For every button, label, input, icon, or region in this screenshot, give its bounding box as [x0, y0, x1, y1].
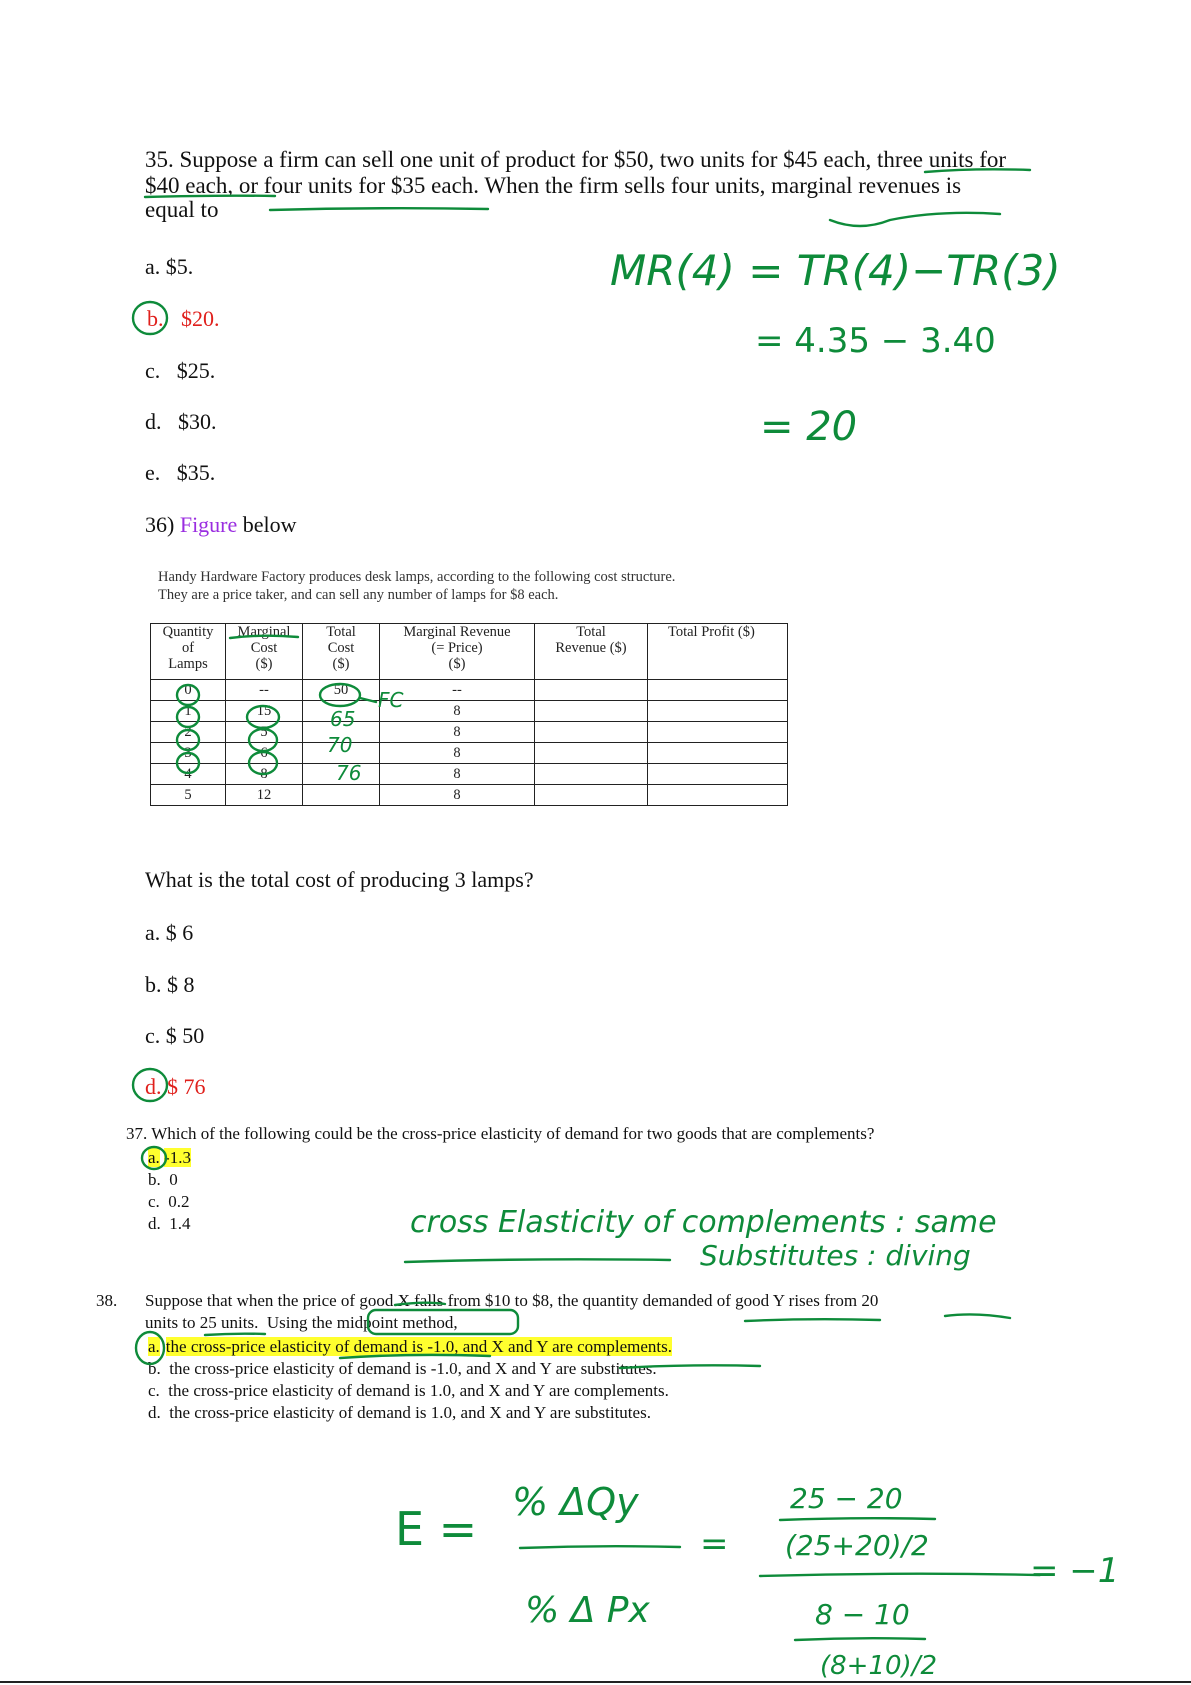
q37-answer-circle	[142, 1147, 166, 1169]
table-cell: 4	[151, 764, 226, 785]
header-marginal-revenue: Marginal Revenue (= Price) ($)	[380, 624, 535, 680]
hw-frac-bot-2: (8+10)/2	[820, 1651, 937, 1681]
hw-frac-top-1: 25 − 20	[790, 1482, 903, 1515]
q37-option-b: b. 0	[148, 1170, 178, 1189]
q37-option-c: c. 0.2	[148, 1192, 190, 1211]
q35-option-d: d. $30.	[145, 409, 217, 434]
table-cell: 2	[151, 722, 226, 743]
q38-option-a-text: the cross-price elasticity of demand is -1.0, and X and Y are complements.	[165, 1337, 673, 1356]
q38-option-d: d. the cross-price elasticity of demand is 1.0, and X and Y are substitutes.	[148, 1403, 651, 1422]
circle-mc-5	[249, 729, 277, 751]
q35-line2: $40 each, or four units for $35 each. When the firm sells four units, marginal revenues is	[145, 173, 962, 198]
q36-option-a: a. $ 6	[145, 920, 194, 945]
q38-line1: Suppose that when the price of good X falls from $10 to $8, the quantity demanded of good Y rises from 20	[145, 1291, 879, 1310]
hw-fc: FC	[378, 688, 404, 712]
q36-lead-number: 36)	[145, 512, 175, 537]
hw-frac-top-2: (25+20)/2	[785, 1529, 929, 1562]
q38-option-c: c. the cross-price elasticity of demand is 1.0, and X and Y are complements.	[148, 1381, 669, 1400]
table-cell: 5	[226, 722, 303, 743]
table-cell: 8	[380, 785, 535, 806]
hw-formula-eq: =	[700, 1524, 729, 1564]
q35-option-b-letter: b.	[147, 306, 164, 331]
q38-underline-rises	[945, 1314, 1010, 1318]
table-cell: 0	[151, 680, 226, 701]
q36-question: What is the total cost of producing 3 lamps?	[145, 867, 534, 892]
hw-tc-65: 65	[330, 707, 356, 731]
circle-qty-0	[177, 685, 199, 705]
table-cell: --	[226, 680, 303, 701]
q38-line2: units to 25 units. Using the midpoint method,	[145, 1313, 458, 1332]
hw-formula-den: % Δ Px	[525, 1590, 650, 1631]
q37-option-a-value: -1.3	[164, 1148, 191, 1167]
header-total-cost: Total Cost ($)	[303, 624, 380, 680]
table-cell: --	[380, 680, 535, 701]
hw-mr-line3: = 20	[760, 404, 858, 450]
q35-line1: 35. Suppose a firm can sell one unit of product for $50, two units for $45 each, three units for	[145, 147, 1007, 172]
q35-underline-three-units	[925, 169, 1030, 172]
figure-caption-line2: They are a price taker, and can sell any number of lamps for $8 each.	[158, 587, 559, 603]
table-cell: 5	[151, 785, 226, 806]
table-cell: 1	[151, 701, 226, 722]
q38-underline-demand-is	[340, 1355, 490, 1358]
q36-option-b: b. $ 8	[145, 972, 195, 997]
q35-option-a: a. $5.	[145, 254, 194, 279]
hw-cross-line1: cross Elasticity of complements : same	[410, 1205, 997, 1240]
header-marginal-cost: Marginal Cost ($)	[226, 624, 303, 680]
q38-answer-circle	[136, 1332, 164, 1364]
fc-dash	[360, 698, 376, 702]
q36-lead-rest: below	[242, 512, 297, 537]
q36-option-d: d. $ 76	[145, 1074, 206, 1099]
hw-mr-line2: = 4.35 − 3.40	[755, 321, 996, 361]
q38-underline-25-units	[205, 1334, 265, 1335]
header-total-profit: Total Profit ($)	[648, 624, 788, 680]
circle-qty-3	[177, 753, 199, 773]
circle-qty-1	[177, 707, 199, 727]
circle-mc-15	[247, 706, 279, 728]
table-cell: 8	[380, 743, 535, 764]
q37-option-a-letter: a.	[148, 1148, 160, 1167]
frac-main-line	[760, 1574, 1040, 1576]
hw-tc-76: 76	[336, 761, 362, 785]
q38-underline-quantity	[745, 1319, 880, 1321]
q38-number: 38.	[96, 1291, 118, 1310]
table-cell: 8	[380, 722, 535, 743]
table-cell: 15	[226, 701, 303, 722]
table-cell: 8	[380, 701, 535, 722]
q35-underline-revenues	[830, 213, 1000, 226]
q35-underline-40-each	[145, 196, 275, 197]
q35-option-c: c. $25.	[145, 358, 216, 383]
q35-underline-four-units	[270, 208, 488, 210]
q38-underline-complements	[620, 1365, 760, 1368]
q36-option-c: c. $ 50	[145, 1023, 205, 1048]
frac-top-line	[780, 1518, 935, 1520]
table-cell: 3	[151, 743, 226, 764]
hw-formula-lhs: E =	[395, 1502, 478, 1556]
q37-option-d: d. 1.4	[148, 1214, 191, 1233]
page-bottom-rule	[0, 1681, 1191, 1683]
figure-link[interactable]: Figure	[179, 512, 238, 537]
q38-underline-falls	[395, 1303, 445, 1305]
q35-option-e: e. $35.	[145, 460, 216, 485]
q37-question: 37. Which of the following could be the cross-price elasticity of demand for two goods that are complements?	[126, 1124, 875, 1143]
table-cell: 12	[226, 785, 303, 806]
table-cell: 6	[226, 743, 303, 764]
hw-result: = −1	[1030, 1551, 1120, 1591]
circle-mc-6	[249, 752, 277, 774]
figure-caption-line1: Handy Hardware Factory produces desk lamps, according to the following cost structure.	[158, 569, 676, 585]
q38-option-b: b. the cross-price elasticity of demand is -1.0, and X and Y are substitutes.	[148, 1359, 657, 1378]
circle-tc-50	[320, 684, 360, 706]
hw-cross-line2: Substitutes : diving	[700, 1239, 971, 1272]
cross-underline	[405, 1259, 670, 1262]
q35-answer-circle	[133, 302, 167, 334]
q36-answer-circle	[133, 1069, 167, 1101]
table-cell: 50	[303, 680, 380, 701]
q38-option-a-letter: a.	[148, 1337, 160, 1356]
hw-formula-num: % ΔQy	[512, 1480, 639, 1524]
circle-qty-2	[177, 730, 199, 750]
header-quantity: Quantity of Lamps	[151, 624, 226, 680]
table-cell: 8	[226, 764, 303, 785]
q35-option-b-value: $20.	[181, 306, 220, 331]
hw-frac-bot-1: 8 − 10	[815, 1598, 910, 1631]
header-total-revenue: Total Revenue ($)	[535, 624, 648, 680]
marginal-header-underline	[230, 636, 298, 638]
table-cell: 8	[380, 764, 535, 785]
q38-midpoint-box	[368, 1310, 518, 1334]
formula-bar	[520, 1546, 680, 1548]
q35-line3: equal to	[145, 197, 219, 222]
hw-mr-line1: MR(4) = TR(4)−TR(3)	[610, 246, 1061, 295]
hw-tc-70: 70	[327, 733, 353, 757]
frac-bot-line	[795, 1638, 925, 1640]
